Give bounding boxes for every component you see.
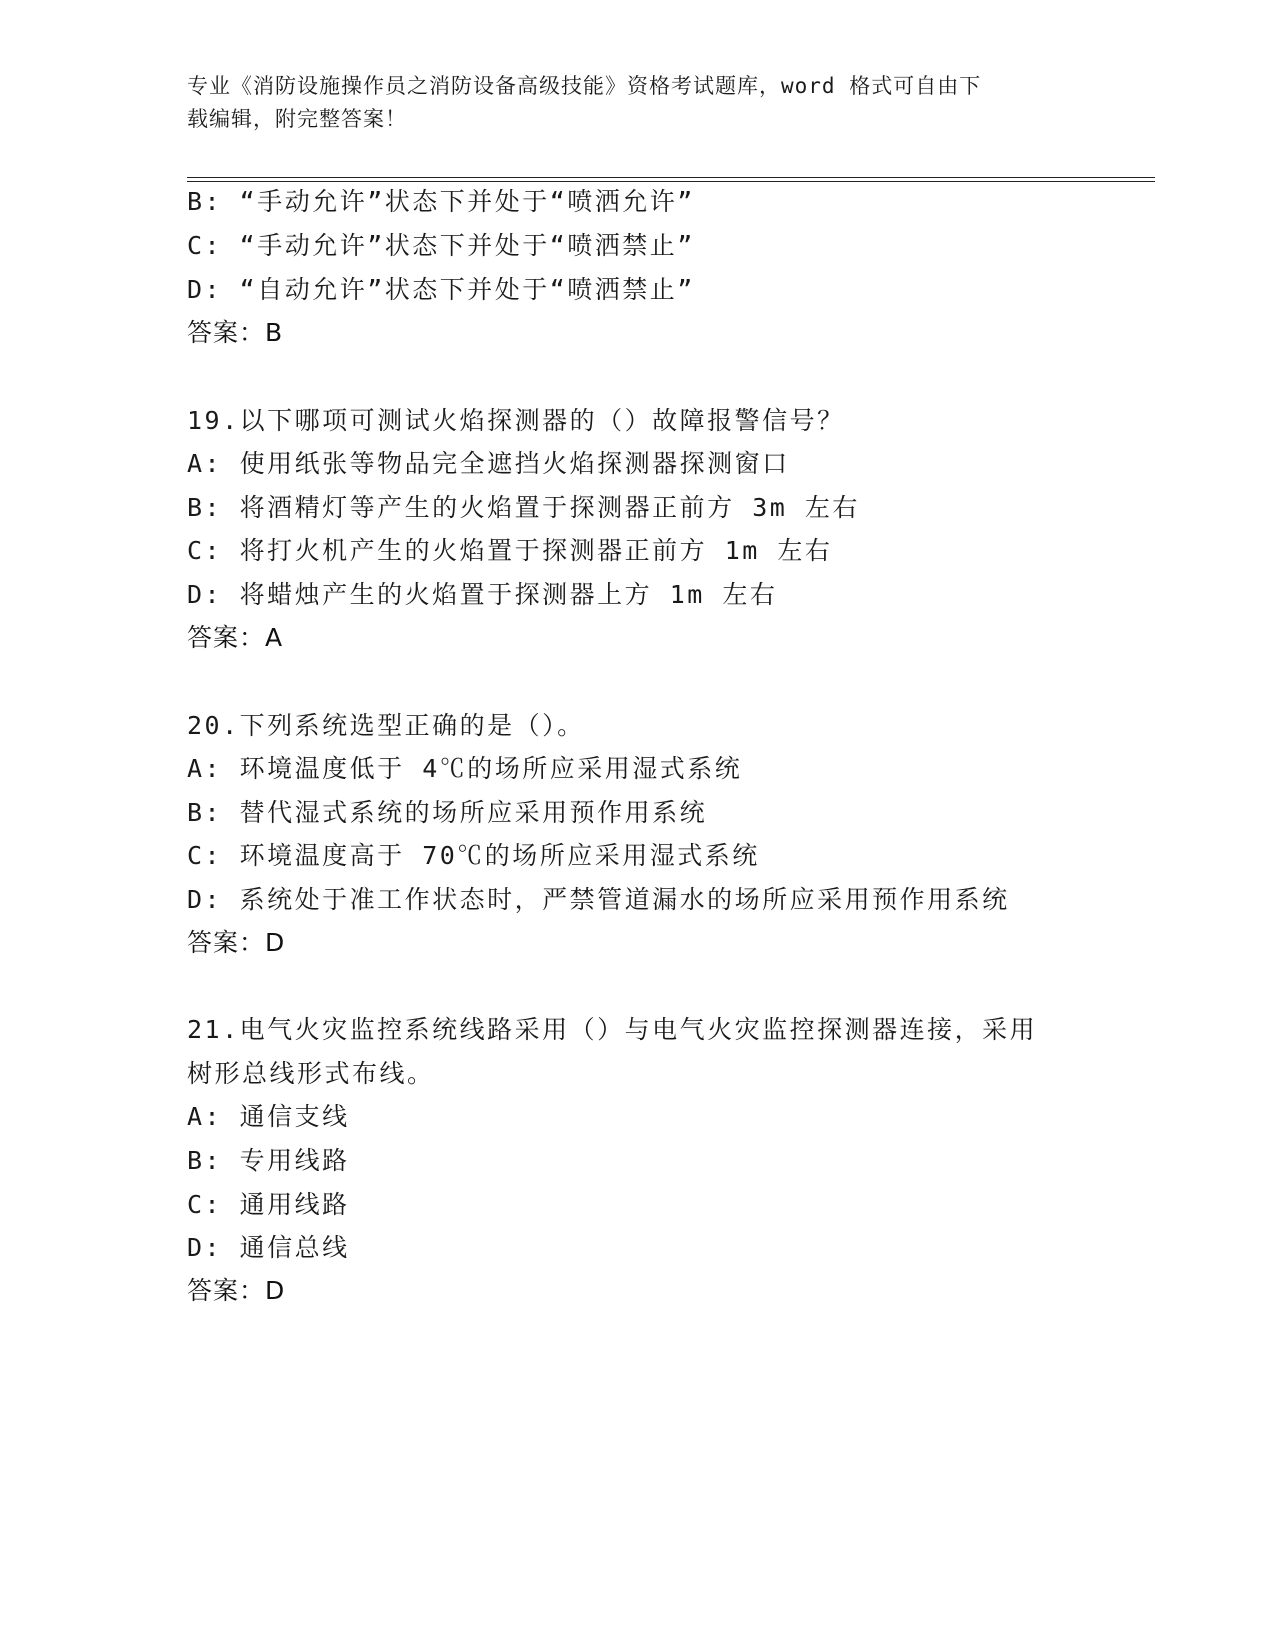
option-d: D: 通信总线 bbox=[187, 1233, 350, 1262]
option-d: D: “自动允许”状态下并处于“喷洒禁止” bbox=[187, 275, 695, 304]
option-a: A: 使用纸张等物品完全遮挡火焰探测器探测窗口 bbox=[187, 449, 790, 478]
question-stem: 20.下列系统选型正确的是（）。 bbox=[187, 711, 585, 740]
header-line-1: 专业《消防设施操作员之消防设备高级技能》资格考试题库，word 格式可自由下 bbox=[187, 74, 982, 98]
option-a: A: 通信支线 bbox=[187, 1102, 350, 1131]
option-b: B: 将酒精灯等产生的火焰置于探测器正前方 3m 左右 bbox=[187, 493, 860, 522]
option-b: B: 专用线路 bbox=[187, 1146, 350, 1175]
question-stem: 21.电气火灾监控系统线路采用（）与电气火灾监控探测器连接，采用 bbox=[187, 1015, 1038, 1044]
answer: 答案：A bbox=[187, 623, 284, 652]
answer: 答案：D bbox=[187, 928, 286, 957]
option-c: C: 环境温度高于 70℃的场所应采用湿式系统 bbox=[187, 841, 760, 870]
option-a: A: 环境温度低于 4℃的场所应采用湿式系统 bbox=[187, 754, 743, 783]
option-c: C: “手动允许”状态下并处于“喷洒禁止” bbox=[187, 231, 695, 260]
header-line-2: 载编辑，附完整答案！ bbox=[187, 107, 407, 131]
option-d: D: 系统处于准工作状态时，严禁管道漏水的场所应采用预作用系统 bbox=[187, 885, 1010, 914]
answer: 答案：B bbox=[187, 318, 284, 347]
question-stem-continued: 树形总线形式布线。 bbox=[187, 1059, 435, 1088]
document-header bbox=[187, 70, 1067, 136]
question-stem: 19.以下哪项可测试火焰探测器的（）故障报警信号？ bbox=[187, 406, 845, 435]
option-b: B: “手动允许”状态下并处于“喷洒允许” bbox=[187, 187, 695, 216]
answer: 答案：D bbox=[187, 1276, 286, 1305]
option-d: D: 将蜡烛产生的火焰置于探测器上方 1m 左右 bbox=[187, 580, 778, 609]
header-divider bbox=[187, 177, 1155, 182]
option-c: C: 将打火机产生的火焰置于探测器正前方 1m 左右 bbox=[187, 536, 833, 565]
option-b: B: 替代湿式系统的场所应采用预作用系统 bbox=[187, 798, 708, 827]
option-c: C: 通用线路 bbox=[187, 1190, 350, 1219]
